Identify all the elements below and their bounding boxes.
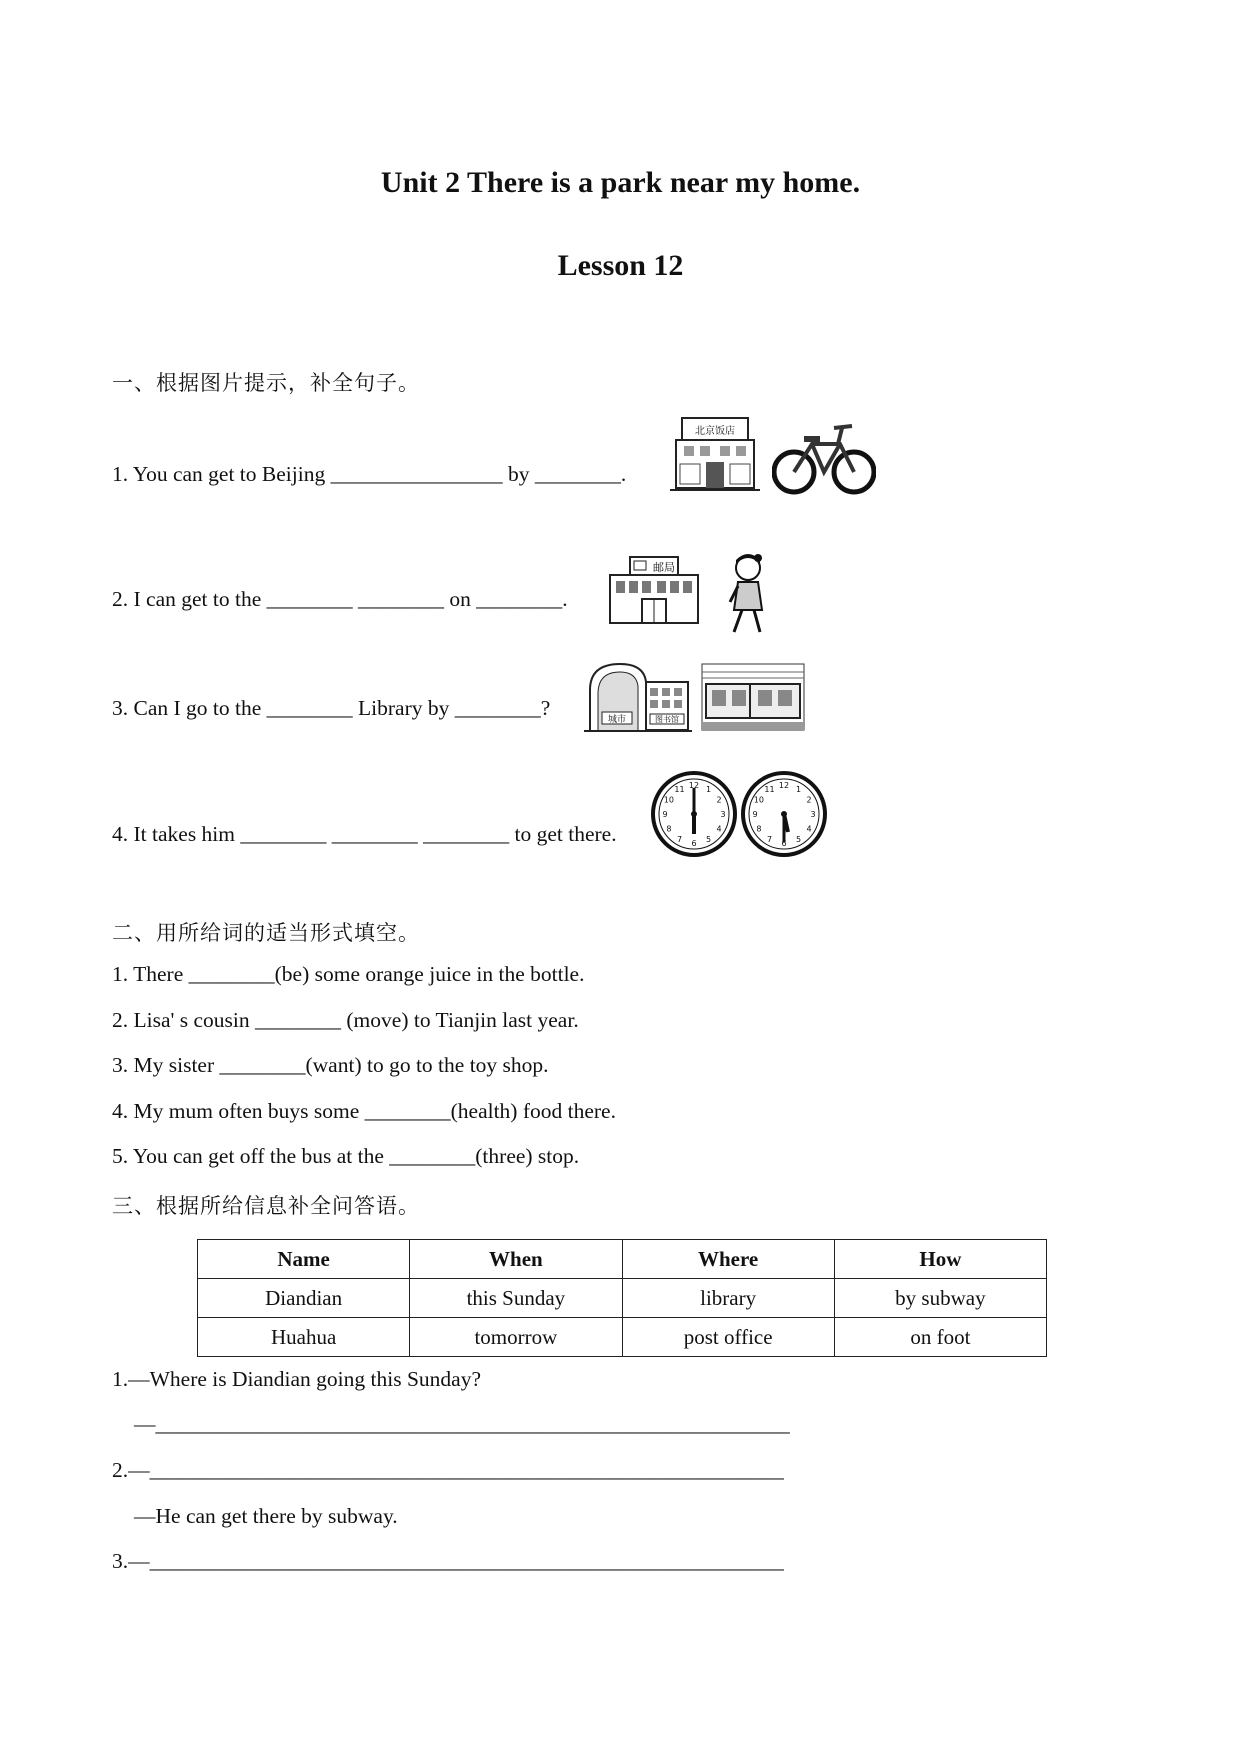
clock-numeral: 9 [752,810,758,819]
table-cell: Huahua [198,1318,410,1357]
clocks-picture [650,770,828,858]
clock-numeral: 11 [764,784,775,794]
s1-item-1: 1. You can get to Beijing ________________ by ________. [112,462,627,486]
s2-item-1: 1. There ________(be) some orange juice in the bottle. [112,962,585,986]
clock-numeral: 1 [705,784,712,794]
clock-numeral: 7 [676,835,683,845]
col-header-name: Name [198,1240,410,1279]
beijing-hotel-picture [670,416,760,494]
clock-numeral: 4 [716,824,722,834]
clock-numeral: 12 [688,781,700,790]
clock-numeral: 9 [662,810,668,819]
s2-item-2: 2. Lisa' s cousin ________ (move) to Tianjin last year. [112,1008,579,1032]
table-cell: library [622,1279,834,1318]
s3-answer-line-1: —___________________________________________________________ [134,1412,790,1436]
s3-line-2: 2.—___________________________________________________________ [112,1458,784,1482]
clock-numeral: 6 [691,839,697,848]
clock-numeral: 11 [674,784,685,794]
table-cell: Diandian [198,1279,410,1318]
s1-item-4: 4. It takes him ________ ________ ________ to get there. [112,822,617,846]
clock-numeral: 5 [795,835,802,845]
clock-numeral: 2 [806,795,812,805]
s2-item-3: 3. My sister ________(want) to go to the toy shop. [112,1053,549,1077]
walking-girl-picture [724,552,770,638]
table-cell: tomorrow [410,1318,622,1357]
clock-numeral: 3 [810,810,816,819]
library-sign-right: 图书馆 [655,715,679,724]
table-cell: this Sunday [410,1279,622,1318]
clock-numeral: 7 [766,835,773,845]
table-header-row [198,1240,1047,1279]
post-office-picture [606,555,702,627]
unit-title: Unit 2 There is a park near my home. [380,166,861,199]
clock-numeral: 12 [778,781,790,790]
lesson-title: Lesson 12 [557,249,684,282]
table-row [198,1318,1047,1357]
clock-numeral: 8 [666,824,672,834]
s2-item-4: 4. My mum often buys some ________(health) food there. [112,1099,616,1123]
col-header-where: Where [622,1240,834,1279]
s2-item-5: 5. You can get off the bus at the ________(three) stop. [112,1144,580,1168]
s1-item-3: 3. Can I go to the ________ Library by ________? [112,696,551,720]
table-cell: post office [622,1318,834,1357]
s3-line-1: 1.—Where is Diandian going this Sunday? [112,1367,482,1391]
clock-numeral: 4 [806,824,812,834]
subway-picture [700,662,806,734]
post-office-sign: 邮局 [653,561,675,574]
s3-line-3: 3.—___________________________________________________________ [112,1549,784,1573]
section3-heading: 三、根据所给信息补全问答语。 [112,1194,420,1218]
clock-numeral: 1 [795,784,802,794]
hotel-sign: 北京饭店 [695,426,735,437]
clock-numeral: 2 [716,795,722,805]
table-row [198,1279,1047,1318]
city-library-picture [584,660,692,734]
bicycle-picture [772,420,876,498]
clock-numeral: 8 [756,824,762,834]
library-sign-left: 城市 [607,715,627,725]
clock-numeral: 10 [753,795,764,805]
clock-numeral: 6 [781,839,787,848]
col-header-when: When [410,1240,622,1279]
table-cell: by subway [834,1279,1046,1318]
col-header-how: How [834,1240,1046,1279]
clock-numeral: 5 [705,835,712,845]
info-table [197,1239,1047,1357]
clock-numeral: 3 [720,810,726,819]
s1-item-2: 2. I can get to the ________ ________ on ________. [112,587,568,611]
s3-answer-line-2: —He can get there by subway. [134,1504,398,1528]
table-cell: on foot [834,1318,1046,1357]
clock-numeral: 10 [663,795,674,805]
section1-heading: 一、根据图片提示，补全句子。 [112,371,420,395]
section2-heading: 二、用所给词的适当形式填空。 [112,921,420,945]
